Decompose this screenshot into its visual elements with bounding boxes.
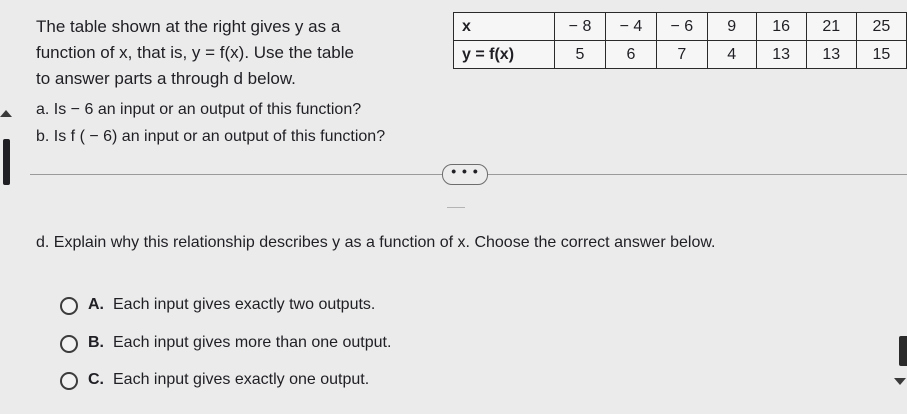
- table-row-x: [454, 13, 907, 41]
- expand-more-button[interactable]: • • •: [442, 164, 488, 185]
- x-value: − 8: [555, 13, 606, 41]
- question-a: a. Is − 6 an input or an output of this function?: [36, 101, 362, 118]
- y-value: 13: [806, 41, 856, 69]
- option-a-letter: A.: [88, 296, 104, 313]
- x-value: − 6: [656, 13, 707, 41]
- x-value: 25: [856, 13, 906, 41]
- option-b-text: Each input gives more than one output.: [113, 334, 392, 351]
- scroll-up-arrow-icon[interactable]: [0, 110, 12, 117]
- table-row-y: [454, 41, 907, 69]
- intro-line-1: The table shown at the right gives y as a: [36, 17, 341, 36]
- x-value: 21: [806, 13, 856, 41]
- y-header: y = f(x): [454, 41, 555, 69]
- option-c-text: Each input gives exactly one output.: [113, 371, 370, 388]
- y-value: 13: [756, 41, 806, 69]
- intro-line-3: to answer parts a through d below.: [36, 69, 296, 88]
- radio-option-b[interactable]: [60, 335, 78, 353]
- y-value: 15: [856, 41, 906, 69]
- y-value: 6: [605, 41, 656, 69]
- radio-option-c[interactable]: [60, 372, 78, 390]
- left-scroll-handle[interactable]: [3, 139, 10, 185]
- question-b: b. Is f ( − 6) an input or an output of this function?: [36, 128, 386, 145]
- question-d: d. Explain why this relationship describes y as a function of x. Choose the correct answer below.: [36, 234, 716, 251]
- x-value: 16: [756, 13, 806, 41]
- right-scroll-handle[interactable]: [899, 336, 907, 366]
- intro-line-2: function of x, that is, y = f(x). Use the table: [36, 43, 354, 62]
- scroll-down-arrow-icon[interactable]: [894, 378, 906, 385]
- x-value: 9: [707, 13, 756, 41]
- y-value: 4: [707, 41, 756, 69]
- option-c-letter: C.: [88, 371, 104, 388]
- x-value: − 4: [605, 13, 656, 41]
- x-header: x: [454, 13, 555, 41]
- divider-tick: [447, 207, 465, 208]
- problem-intro: [36, 14, 456, 92]
- option-b-letter: B.: [88, 334, 104, 351]
- y-value: 5: [555, 41, 606, 69]
- function-table: [453, 12, 907, 69]
- y-value: 7: [656, 41, 707, 69]
- option-a-text: Each input gives exactly two outputs.: [113, 296, 376, 313]
- radio-option-a[interactable]: [60, 297, 78, 315]
